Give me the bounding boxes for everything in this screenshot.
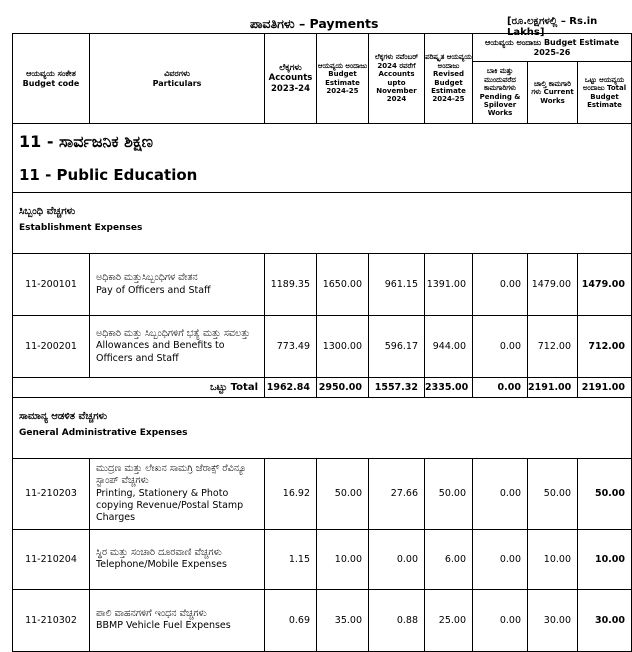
pending-value: 0.00 [473, 254, 528, 316]
budget-code: 11-210203 [13, 459, 90, 530]
particulars [90, 459, 265, 530]
accounts-upto-value: 0.00 [369, 529, 425, 589]
particulars-en: Printing, Stationery & Photo copying Revenue/Postal Stamp Charges [96, 487, 244, 524]
particulars-en: Allowances and Benefits to Officers and Staff [96, 340, 225, 364]
unit-note: [ರೂ.ಲಕ್ಷಗಳಲ್ಲಿ – Rs.in Lakhs] [507, 16, 598, 38]
establishment-heading-row [13, 193, 632, 254]
pending-value: 0.00 [473, 589, 528, 651]
accounts-upto-value: 596.17 [369, 316, 425, 378]
accounts-upto-value: 961.15 [369, 254, 425, 316]
revised-value: 6.00 [425, 529, 473, 589]
total-current: 2191.00 [528, 378, 578, 398]
current-value: 10.00 [528, 529, 578, 589]
table-row [13, 316, 632, 378]
total-pending: 0.00 [473, 378, 528, 398]
header-current-works: ಚಾಲ್ತಿ ಕಾಮಗಾರಿ ಗಳು Current Works [528, 62, 578, 124]
total-revised: 2335.00 [425, 378, 473, 398]
budget-code: 11-200101 [13, 254, 90, 316]
budget-table [12, 33, 632, 652]
total-accounts-upto: 1557.32 [369, 378, 425, 398]
table-row [13, 529, 632, 589]
budget-code: 11-210302 [13, 589, 90, 651]
general-admin-heading-row [13, 398, 632, 459]
accounts-value: 16.92 [265, 459, 317, 530]
revised-value: 1391.00 [425, 254, 473, 316]
current-value: 712.00 [528, 316, 578, 378]
total-label: ಒಟ್ಟು Total [13, 378, 265, 398]
total-value: 712.00 [578, 316, 632, 378]
page-title: ಪಾವತಿಗಳು – Payments [250, 16, 379, 31]
general-admin-heading-en: General Administrative Expenses [19, 428, 188, 438]
total-accounts: 1962.84 [265, 378, 317, 398]
header-revised-estimate: ಪರಿಷ್ಕೃತ ಆಯವ್ಯಯ ಅಂದಾಜು Revised Budget Estimate 2024-25 [425, 34, 473, 124]
budget-estimate-value: 1650.00 [317, 254, 369, 316]
budget-code: 11-200201 [13, 316, 90, 378]
header-particulars-kn: ವಿವರಗಳು [164, 68, 190, 78]
header-budget-estimate-2025-26: ಆಯವ್ಯಯ ಅಂದಾಜು Budget Estimate 2025-26 [473, 34, 632, 62]
particulars [90, 316, 265, 378]
total-value: 30.00 [578, 589, 632, 651]
budget-estimate-value: 50.00 [317, 459, 369, 530]
total-value: 1479.00 [578, 254, 632, 316]
accounts-value: 1189.35 [265, 254, 317, 316]
revised-value: 50.00 [425, 459, 473, 530]
header-pending-works: ಬಾಕಿ ಮತ್ತು ಮುಂದುವರೆದ ಕಾಮಗಾರಿಗಳು Pending & Spilover Works [473, 62, 528, 124]
accounts-upto-value: 0.88 [369, 589, 425, 651]
header-particulars [90, 34, 265, 124]
particulars [90, 254, 265, 316]
accounts-value: 1.15 [265, 529, 317, 589]
accounts-value: 0.69 [265, 589, 317, 651]
establishment-heading-kn: ಸಿಬ್ಬಂಧಿ ವೆಚ್ಚಗಳು [19, 206, 76, 217]
revised-value: 944.00 [425, 316, 473, 378]
budget-estimate-value: 35.00 [317, 589, 369, 651]
accounts-upto-value: 27.66 [369, 459, 425, 530]
budget-estimate-value: 1300.00 [317, 316, 369, 378]
general-admin-heading-kn: ಸಾಮಾನ್ಯ ಆಡಳಿತ ವೆಚ್ಚಗಳು [19, 411, 108, 422]
header-particulars-en: Particulars [152, 78, 202, 88]
particulars-kn: ಮುದ್ರಣ ಮತ್ತು ಲೇಖನ ಸಾಮಗ್ರಿ ಜೆರಾಕ್ಸ್ ರೆವಿನ್ಯೂ ಸ್ಟಾಂಪ್ ವೆಚ್ಚಗಳು [96, 463, 247, 487]
header-accounts-2023-24: ಲೆಕ್ಕಗಳು Accounts 2023-24 [265, 34, 317, 124]
particulars-en: BBMP Vehicle Fuel Expenses [96, 620, 231, 632]
particulars-kn: ಅಧಿಕಾರಿ ಮತ್ತು ಸಿಬ್ಬಂಧಿಗಳಿಗೆ ಭತ್ಯೆ ಮತ್ತು ಸವಲತ್ತು [96, 327, 251, 339]
total-total: 2191.00 [578, 378, 632, 398]
particulars [90, 589, 265, 651]
section-title-kn: 11 - ಸಾರ್ವಜನಿಕ ಶಿಕ್ಷಣ [19, 132, 153, 151]
particulars-en: Telephone/Mobile Expenses [96, 559, 227, 571]
current-value: 50.00 [528, 459, 578, 530]
accounts-value: 773.49 [265, 316, 317, 378]
total-row [13, 378, 632, 398]
total-value: 50.00 [578, 459, 632, 530]
particulars [90, 529, 265, 589]
current-value: 1479.00 [528, 254, 578, 316]
budget-code: 11-210204 [13, 529, 90, 589]
particulars-kn: ಪಾಲಿ ವಾಹನಗಳಿಗೆ ಇಂಧನ ವೆಚ್ಚಗಳು [96, 607, 207, 619]
table-row [13, 589, 632, 651]
header-budget-code: ಆಯವ್ಯಯ ಸಂಕೇತ Budget code [13, 34, 90, 124]
particulars-kn: ಸ್ಥಿರ ಮತ್ತು ಸಂಚಾರಿ ದೂರವಾಣಿ ವೆಚ್ಚಗಳು [96, 546, 222, 558]
revised-value: 25.00 [425, 589, 473, 651]
header-total-budget-estimate: ಒಟ್ಟು ಆಯವ್ಯಯ ಅಂದಾಜು Total Budget Estimate [578, 62, 632, 124]
header-accounts-upto-nov-2024: ಲೆಕ್ಕಗಳು ನವೆಂಬರ್ 2024 ರವರೆಗೆ Accounts upto November 2024 [369, 34, 425, 124]
table-row [13, 254, 632, 316]
particulars-kn: ಅಧಿಕಾರಿ ಮತ್ತುಸಿಬ್ಬಂಧಿಗಳ ವೇತನ [96, 272, 198, 284]
section-title-row [13, 124, 632, 193]
table-row [13, 459, 632, 530]
total-value: 10.00 [578, 529, 632, 589]
header-budget-estimate-2024-25: ಆಯವ್ಯಯ ಅಂದಾಜು Budget Estimate 2024-25 [317, 34, 369, 124]
pending-value: 0.00 [473, 459, 528, 530]
current-value: 30.00 [528, 589, 578, 651]
establishment-heading-en: Establishment Expenses [19, 223, 143, 233]
total-budget-estimate: 2950.00 [317, 378, 369, 398]
particulars-en: Pay of Officers and Staff [96, 284, 211, 296]
pending-value: 0.00 [473, 529, 528, 589]
budget-estimate-value: 10.00 [317, 529, 369, 589]
section-title-en: 11 - Public Education [19, 166, 198, 184]
pending-value: 0.00 [473, 316, 528, 378]
